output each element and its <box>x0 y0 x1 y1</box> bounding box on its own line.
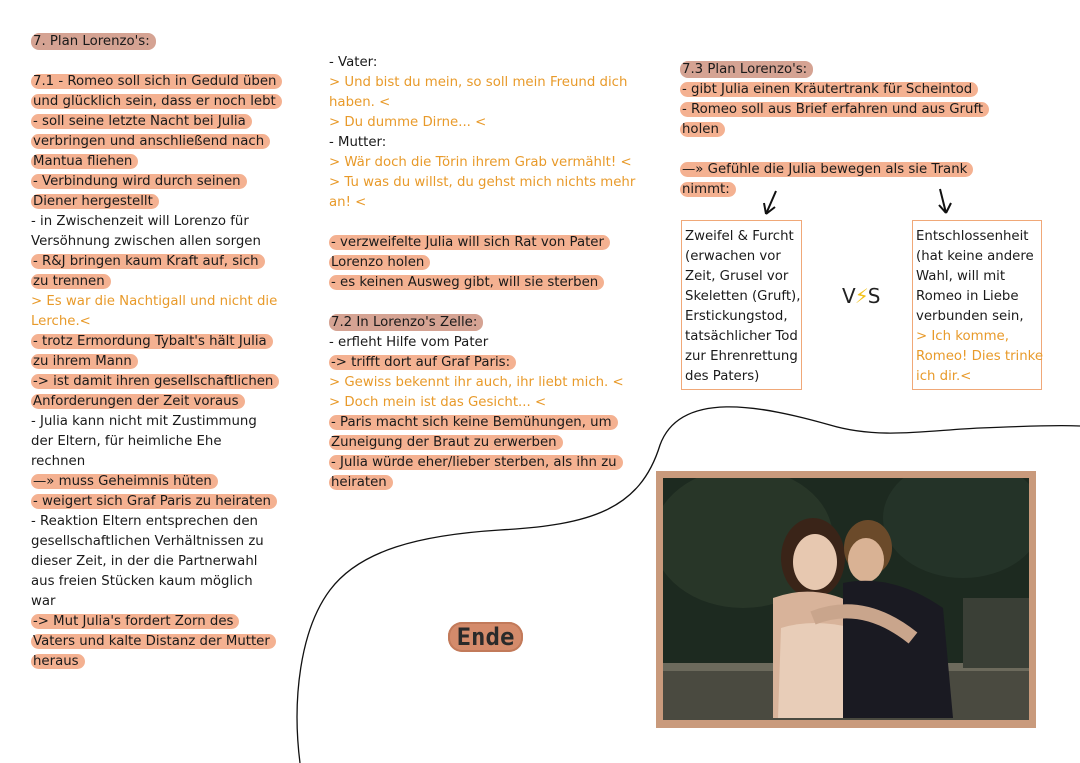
box_left-text: Zweifel & Furcht <box>685 229 794 244</box>
col2-line <box>329 213 635 233</box>
col1-line <box>31 392 282 412</box>
box_right-text: Romeo! Dies trinke <box>916 349 1044 364</box>
col2-text: > Und bist du mein, so soll mein Freund dich <box>329 75 628 90</box>
col3-line <box>680 100 989 120</box>
col2-text: > Du dumme Dirne... < <box>329 115 487 130</box>
col1-line <box>31 172 282 192</box>
col3-text: 7.3 Plan Lorenzo's: <box>680 61 813 78</box>
box_right-text: ich dir.< <box>916 369 972 384</box>
box_left-text: Erstickungstod, <box>685 309 788 324</box>
col1-text: Vaters und kalte Distanz der Mutter <box>31 634 276 649</box>
col2-line <box>329 333 635 353</box>
col2-line <box>329 133 635 153</box>
col2-text: haben. < <box>329 95 391 110</box>
col1-line <box>31 192 282 212</box>
col3-text: - Romeo soll aus Brief erfahren und aus Gruft <box>680 102 989 117</box>
box_left-line <box>685 267 797 287</box>
col1-text: Lerche.< <box>31 314 91 329</box>
versus-v: V <box>842 284 855 308</box>
col1-line <box>31 312 282 332</box>
col2-line <box>329 273 635 293</box>
col1-line <box>31 632 282 652</box>
box_right-line <box>916 267 1037 287</box>
col2-line <box>329 93 635 113</box>
col1-line <box>31 532 282 552</box>
col3-line <box>680 140 989 160</box>
col3-line <box>680 180 989 200</box>
col2-text: > Gewiss bekennt ihr auch, ihr liebt mich. < <box>329 375 624 390</box>
box_left-text: zur Ehrenrettung <box>685 349 798 364</box>
col1-line <box>31 152 282 172</box>
box_right-text: Romeo in Liebe <box>916 289 1019 304</box>
box_right-text: (hat keine andere <box>916 249 1034 264</box>
col1-text: - trotz Ermordung Tybalt's hält Julia <box>31 334 273 349</box>
col1-text: Anforderungen der Zeit voraus <box>31 394 245 409</box>
box-entschlossenheit <box>912 220 1042 390</box>
col1-text: Versöhnung zwischen allen sorgen <box>31 234 261 249</box>
col2-line <box>329 373 635 393</box>
box_left-line <box>685 367 797 387</box>
col2-line <box>329 73 635 93</box>
col1-text: - soll seine letzte Nacht bei Julia <box>31 114 252 129</box>
col1-line <box>31 492 282 512</box>
box_left-text: Skeletten (Gruft), <box>685 289 801 304</box>
col1-line <box>31 592 282 612</box>
box-zweifel-furcht <box>681 220 802 390</box>
col2-line <box>329 473 635 493</box>
col1-line <box>31 92 282 112</box>
col2-text: > Doch mein ist das Gesicht... < <box>329 395 547 410</box>
col1-text: dieser Zeit, in der die Partnerwahl <box>31 554 258 569</box>
box_left-line <box>685 247 797 267</box>
col1-line <box>31 572 282 592</box>
col1-text: - weigert sich Graf Paris zu heiraten <box>31 494 277 509</box>
box_right-line <box>916 367 1037 387</box>
box_right-text: Entschlossenheit <box>916 229 1029 244</box>
col2-line <box>329 193 635 213</box>
col1-line <box>31 372 282 392</box>
col2-line <box>329 293 635 313</box>
col2-text: - Mutter: <box>329 135 387 150</box>
col2-line <box>329 393 635 413</box>
col1-text: rechnen <box>31 454 86 469</box>
col1-text: zu trennen <box>31 274 111 289</box>
col1-line <box>31 432 282 452</box>
col2-text: Zuneigung der Braut zu erwerben <box>329 435 563 450</box>
col1-line <box>31 232 282 252</box>
col1-line <box>31 332 282 352</box>
col2-text: Lorenzo holen <box>329 255 430 270</box>
col3-line <box>680 160 989 180</box>
col1-text: - Verbindung wird durch seinen <box>31 174 247 189</box>
col1-line <box>31 472 282 492</box>
col1-text: und glücklich sein, dass er noch lebt <box>31 94 282 109</box>
col1-text: heraus <box>31 654 85 669</box>
box_left-text: tatsächlicher Tod <box>685 329 798 344</box>
box_left-line <box>685 307 797 327</box>
col1-text: Mantua fliehen <box>31 154 138 169</box>
col1-line <box>31 52 282 72</box>
col2-line <box>329 233 635 253</box>
col2-line <box>329 313 635 333</box>
col1-line <box>31 212 282 232</box>
col3-line <box>680 120 989 140</box>
col1-text: - Reaktion Eltern entsprechen den <box>31 514 258 529</box>
col1-text: Diener hergestellt <box>31 194 159 209</box>
col2-text: - es keinen Ausweg gibt, will sie sterben <box>329 275 604 290</box>
photo-frame <box>656 471 1036 728</box>
col2-line <box>329 453 635 473</box>
col2-text: - Julia würde eher/lieber sterben, als ihn zu <box>329 455 623 470</box>
col1-line <box>31 512 282 532</box>
col1-line <box>31 292 282 312</box>
col2-text: - Paris macht sich keine Bemühungen, um <box>329 415 618 430</box>
box_left-line <box>685 327 797 347</box>
col3-line <box>680 80 989 100</box>
box_left-text: (erwachen vor <box>685 249 781 264</box>
col3-text: nimmt: <box>680 182 736 197</box>
col1-line <box>31 652 282 672</box>
col1-text: war <box>31 594 56 609</box>
box_right-line <box>916 247 1037 267</box>
col3-text: holen <box>680 122 725 137</box>
box_right-line <box>916 227 1037 247</box>
romeo-julia-photo <box>663 478 1029 720</box>
col2-line <box>329 153 635 173</box>
ende-label: Ende <box>448 622 523 652</box>
col1-text: > Es war die Nachtigall und nicht die <box>31 294 278 309</box>
col2-text: - verzweifelte Julia will sich Rat von Pater <box>329 235 610 250</box>
col2-line <box>329 173 635 193</box>
col1-text: aus freien Stücken kaum möglich <box>31 574 253 589</box>
box_left-line <box>685 347 797 367</box>
col2-text: > Tu was du willst, du gehst mich nichts mehr <box>329 175 636 190</box>
col1-text: 7. Plan Lorenzo's: <box>31 33 156 50</box>
box_right-line <box>916 287 1037 307</box>
box_left-text: des Paters) <box>685 369 760 384</box>
col2-line <box>329 253 635 273</box>
col3-text: - gibt Julia einen Kräutertrank für Scheintod <box>680 82 978 97</box>
box_right-text: verbunden sein, <box>916 309 1024 324</box>
versus-s: S <box>867 284 880 308</box>
box_right-line <box>916 327 1037 347</box>
col2-text: an! < <box>329 195 367 210</box>
col2-line <box>329 433 635 453</box>
column-plan-lorenzo-3 <box>680 60 989 200</box>
col1-line <box>31 32 282 52</box>
col1-line <box>31 132 282 152</box>
column-plan-lorenzo <box>31 32 282 672</box>
col1-text: der Eltern, für heimliche Ehe <box>31 434 222 449</box>
col1-line <box>31 272 282 292</box>
col2-text: - Vater: <box>329 55 378 70</box>
col2-text: heiraten <box>329 475 393 490</box>
col1-line <box>31 552 282 572</box>
col2-text: > Wär doch die Törin ihrem Grab vermählt! < <box>329 155 632 170</box>
col2-line <box>329 113 635 133</box>
col1-line <box>31 452 282 472</box>
col1-text: 7.1 - Romeo soll sich in Geduld üben <box>31 74 282 89</box>
box_right-line <box>916 307 1037 327</box>
col1-line <box>31 252 282 272</box>
col1-text: - Julia kann nicht mit Zustimmung <box>31 414 257 429</box>
box_right-text: > Ich komme, <box>916 329 1009 344</box>
col1-text: gesellschaftlichen Verhältnissen zu <box>31 534 264 549</box>
lightning-icon: ⚡ <box>854 284 868 308</box>
versus-label <box>842 284 879 308</box>
col1-line <box>31 352 282 372</box>
col1-text: - in Zwischenzeit will Lorenzo für <box>31 214 249 229</box>
col1-line <box>31 112 282 132</box>
col2-text: -> trifft dort auf Graf Paris: <box>329 355 516 370</box>
col2-text: 7.2 In Lorenzo's Zelle: <box>329 314 483 331</box>
col3-line <box>680 60 989 80</box>
col1-line <box>31 412 282 432</box>
col1-line <box>31 72 282 92</box>
box_right-line <box>916 347 1044 367</box>
col1-text: -> Mut Julia's fordert Zorn des <box>31 614 239 629</box>
box_right-text: Wahl, will mit <box>916 269 1006 284</box>
col2-line <box>329 53 635 73</box>
col2-line <box>329 413 635 433</box>
col1-text: —» muss Geheimnis hüten <box>31 474 218 489</box>
col1-text: zu ihrem Mann <box>31 354 138 369</box>
col3-text: —» Gefühle die Julia bewegen als sie Trank <box>680 162 973 177</box>
col1-text: - R&J bringen kaum Kraft auf, sich <box>31 254 265 269</box>
column-parents-zelle <box>329 53 635 493</box>
col1-text: -> ist damit ihren gesellschaftlichen <box>31 374 279 389</box>
col1-line <box>31 612 282 632</box>
box_left-line <box>685 287 801 307</box>
photo-illustration <box>663 478 1029 720</box>
box_left-line <box>685 227 797 247</box>
col2-line <box>329 353 635 373</box>
box_left-text: Zeit, Grusel vor <box>685 269 789 284</box>
col2-text: - erfleht Hilfe vom Pater <box>329 335 489 350</box>
col1-text: verbringen und anschließend nach <box>31 134 270 149</box>
